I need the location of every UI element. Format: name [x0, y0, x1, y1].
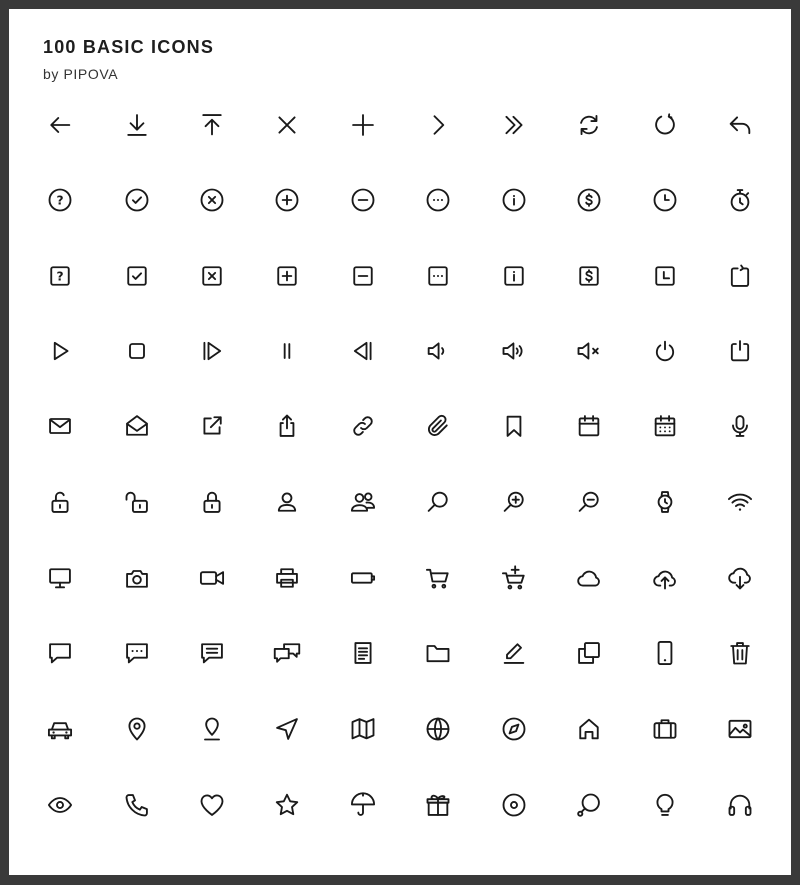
trash-icon — [726, 639, 754, 667]
page-subtitle: by PIPOVA — [43, 66, 119, 82]
calendar-grid-icon — [651, 412, 679, 440]
check-circle-icon — [123, 186, 151, 214]
clock-square-icon — [651, 262, 679, 290]
compass-icon — [500, 715, 528, 743]
help-circle-icon — [46, 186, 74, 214]
camera-icon — [123, 564, 151, 592]
video-icon — [198, 564, 226, 592]
skip-back-icon — [349, 337, 377, 365]
zoom-in-icon — [500, 488, 528, 516]
message-more-icon — [123, 639, 151, 667]
search-icon — [424, 488, 452, 516]
dollar-square-icon — [575, 262, 603, 290]
share-icon — [273, 412, 301, 440]
folder-icon — [424, 639, 452, 667]
plus-square-icon — [273, 262, 301, 290]
lock-icon — [198, 488, 226, 516]
unlock-wide-icon — [123, 488, 151, 516]
page-title: 100 BASIC ICONS — [43, 37, 215, 57]
svg-text:?: ? — [56, 193, 64, 208]
plus-icon — [349, 111, 377, 139]
edit-icon — [500, 639, 528, 667]
cloud-icon — [575, 564, 603, 592]
home-icon — [575, 715, 603, 743]
printer-icon — [273, 564, 301, 592]
rotate-square-icon — [726, 262, 754, 290]
calendar-icon — [575, 412, 603, 440]
more-square-icon — [424, 262, 452, 290]
chevron-right-icon — [424, 111, 452, 139]
svg-text:?: ? — [56, 269, 64, 284]
cart-icon — [424, 564, 452, 592]
cart-add-icon — [500, 564, 528, 592]
check-square-icon — [123, 262, 151, 290]
arrow-left-icon — [46, 111, 74, 139]
clock-icon — [651, 186, 679, 214]
user-icon — [273, 488, 301, 516]
dollar-circle-icon — [575, 186, 603, 214]
plus-circle-icon — [273, 186, 301, 214]
power-square-icon — [726, 337, 754, 365]
mail-icon — [46, 412, 74, 440]
unlock-icon — [46, 488, 74, 516]
battery-icon — [349, 564, 377, 592]
eye-icon — [46, 791, 74, 819]
image-icon — [726, 715, 754, 743]
microphone-icon — [726, 412, 754, 440]
paperclip-icon — [424, 412, 452, 440]
wifi-icon — [726, 488, 754, 516]
upload-icon — [198, 111, 226, 139]
info-circle-icon — [500, 186, 528, 214]
lightbulb-icon — [651, 791, 679, 819]
x-circle-icon — [198, 186, 226, 214]
minus-square-icon — [349, 262, 377, 290]
more-circle-icon — [424, 186, 452, 214]
zoom-out-icon — [575, 488, 603, 516]
monitor-icon — [46, 564, 74, 592]
car-icon — [46, 715, 74, 743]
cloud-download-icon — [726, 564, 754, 592]
icon-sheet — [9, 9, 791, 875]
external-link-icon — [198, 412, 226, 440]
volume-low-icon — [424, 337, 452, 365]
volume-mute-icon — [575, 337, 603, 365]
umbrella-icon — [349, 791, 377, 819]
skip-forward-icon — [198, 337, 226, 365]
headphones-icon — [726, 791, 754, 819]
briefcase-icon — [651, 715, 679, 743]
reply-icon — [726, 111, 754, 139]
play-icon — [46, 337, 74, 365]
phone-icon — [123, 791, 151, 819]
messages-icon — [273, 639, 301, 667]
disc-icon — [500, 791, 528, 819]
stop-icon — [123, 337, 151, 365]
volume-high-icon — [500, 337, 528, 365]
navigation-icon — [273, 715, 301, 743]
pause-icon — [273, 337, 301, 365]
map-icon — [349, 715, 377, 743]
globe-icon — [424, 715, 452, 743]
refresh-icon — [575, 111, 603, 139]
map-pin-icon — [123, 715, 151, 743]
copy-icon — [575, 639, 603, 667]
watch-icon — [651, 488, 679, 516]
document-icon — [349, 639, 377, 667]
message-icon — [46, 639, 74, 667]
x-square-icon — [198, 262, 226, 290]
link-icon — [349, 412, 377, 440]
users-icon — [349, 488, 377, 516]
rotate-icon — [651, 111, 679, 139]
gift-icon — [424, 791, 452, 819]
double-chevron-right-icon — [500, 111, 528, 139]
help-square-icon — [46, 262, 74, 290]
location-icon — [198, 715, 226, 743]
download-icon — [123, 111, 151, 139]
heart-icon — [198, 791, 226, 819]
mail-open-icon — [123, 412, 151, 440]
info-square-icon — [500, 262, 528, 290]
magic-icon — [575, 791, 603, 819]
stopwatch-icon — [726, 186, 754, 214]
star-icon — [273, 791, 301, 819]
power-icon — [651, 337, 679, 365]
minus-circle-icon — [349, 186, 377, 214]
close-icon — [273, 111, 301, 139]
smartphone-icon — [651, 639, 679, 667]
message-text-icon — [198, 639, 226, 667]
cloud-upload-icon — [651, 564, 679, 592]
bookmark-icon — [500, 412, 528, 440]
